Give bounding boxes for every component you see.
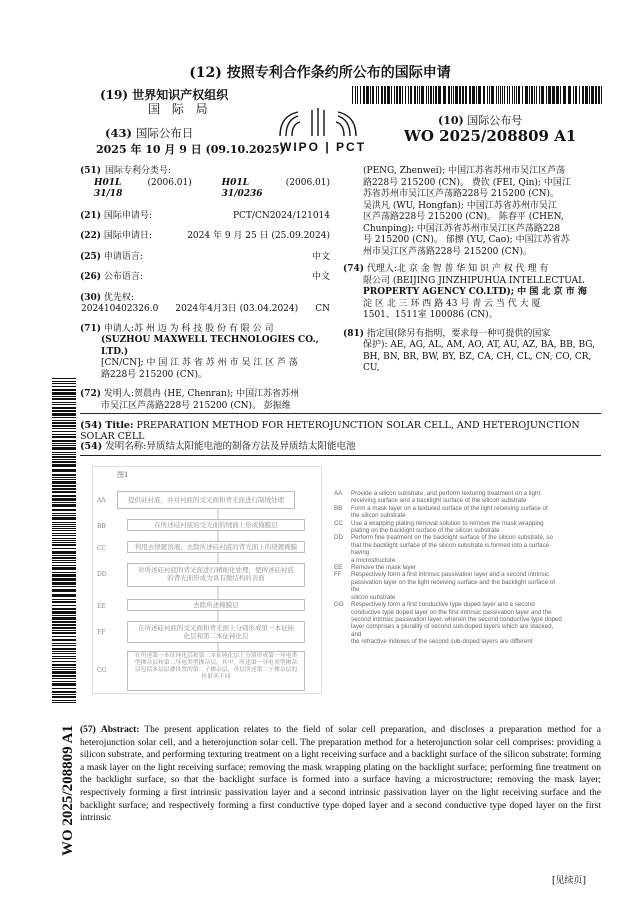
barcode-bar xyxy=(52,383,76,384)
barcode-bar xyxy=(52,440,76,442)
barcode-bar xyxy=(52,436,76,438)
barcode-bar xyxy=(52,681,76,682)
barcode-bar xyxy=(52,578,76,581)
abstract: (57) Abstract: The present application relates to the field of solar cell preparation, and discloses a preparation method for a heterojunction solar cell, and a heterojunction solar cell. The preparation method for a heterojunction solar cell comprises: providing a silicon substrate, and performing texturing treatment on a light receiving surface and a backlight surface of the silicon substrate; forming a mask layer on the light receiving surface; removing the mask wrapping plating on the backlight surface; performing fine treatment on the backlight surface, so that the backlight surface is formed into a surface having a microstructure; removing the mask layer; respectively forming a first intrinsic passivation layer and a second intrinsic passivation layer on the light receiving surface and the backlight surface; and respectively forming a first conductive type doped layer and a second conductive type doped layer on the first intrinsic xyxy=(80,725,602,824)
barcode-bar xyxy=(391,86,392,104)
barcode-bar xyxy=(52,696,76,698)
priority-values: 202410402326.0 2024年4月3日 (03.04.2024) CN xyxy=(81,304,330,314)
barcode-bar xyxy=(455,86,458,104)
barcode-bar xyxy=(52,491,76,493)
barcode-bar xyxy=(52,378,76,379)
barcode-bar xyxy=(469,86,471,104)
barcode-bar xyxy=(522,86,523,104)
barcode-bar xyxy=(489,86,490,104)
figure-label: 图1 xyxy=(117,471,129,479)
barcode-bar xyxy=(52,509,76,511)
barcode-bar xyxy=(414,86,416,104)
barcode-bar xyxy=(579,86,580,104)
barcode-bar xyxy=(476,86,477,104)
legend-entry: GG Respectively form a first conductive type doped layer and a second conductive type doped layer on the first intrinsic passivation layer and the second intrinsic passivation layer, wherein the second conductive type doped layer comprises a plurality of second sub-doped layers which are stacked, and the refractive indexes of the second sub-doped layers are different xyxy=(334,601,562,646)
publication-title: (12) 按照专利合作条约所公布的国际申请 xyxy=(189,65,451,81)
barcode-bar xyxy=(52,664,76,666)
barcode-bar xyxy=(52,589,76,592)
barcode-bar xyxy=(426,86,427,104)
side-pub-number: WO 2025/208809 A1 xyxy=(60,725,76,856)
barcode-bar xyxy=(52,648,76,650)
barcode-bar xyxy=(496,86,497,104)
barcode-bar xyxy=(52,443,76,444)
ipc-values: H01L 31/18 (2006.01) H01L 31/0236 (2006.01) xyxy=(94,177,330,199)
barcode-bar xyxy=(52,658,76,659)
barcode-bar xyxy=(465,86,467,104)
barcode-bar xyxy=(52,667,76,668)
barcode-bar xyxy=(52,413,76,416)
barcode-bar xyxy=(419,86,420,104)
barcode-bar xyxy=(438,86,441,104)
barcode-bar xyxy=(52,636,76,637)
barcode-bar xyxy=(516,86,517,104)
divider-bottom xyxy=(80,455,601,456)
barcode-bar xyxy=(478,86,481,104)
legend-entry: EE Remove the mask layer xyxy=(334,564,416,572)
barcode-bar xyxy=(560,86,561,104)
barcode-bar xyxy=(52,688,76,689)
barcode-top xyxy=(352,86,602,104)
barcode-bar xyxy=(52,533,76,534)
barcode-bar xyxy=(52,517,76,520)
barcode-bar xyxy=(52,456,76,458)
barcode-bar xyxy=(52,535,76,536)
barcode-bar xyxy=(52,407,76,409)
flow-step: 在所述硅衬底的受光面的绒面上形成掩膜层 xyxy=(127,519,305,531)
divider-top xyxy=(80,413,601,414)
flow-step: 去除所述掩膜层 xyxy=(127,599,305,611)
barcode-bar xyxy=(52,474,76,476)
flow-step: 在所述硅衬底的受光面和背光面上分别形成第一本征钝化层和第二本征钝化层 xyxy=(127,621,305,643)
designated-states: (81) 指定国(除另有指明，要求每一种可提供的国家 保护): AE, AG, AL, AM, AO, AT, AU, AZ, BA, BB, BG, BH, BN, BR, BW, BY, BZ, CA, CH, CL, CN, CO, CR, CU, xyxy=(343,328,595,373)
barcode-bar xyxy=(573,86,574,104)
barcode-bar xyxy=(52,381,76,382)
barcode-bar xyxy=(363,86,365,104)
barcode-bar xyxy=(52,656,76,657)
barcode-bar xyxy=(472,86,475,104)
barcode-bar xyxy=(52,555,76,556)
barcode-bar xyxy=(52,398,76,400)
barcode-bar xyxy=(601,86,602,104)
barcode-bar xyxy=(52,526,76,527)
barcode-bar xyxy=(541,86,544,104)
barcode-bar xyxy=(483,86,485,104)
inventor: (72) 发明人:贺晨冉 (HE, Chenran); 中国江苏省苏州 市吴江区芦荡路228号 215200 (CN)。 彭振维 xyxy=(80,389,300,411)
title-cn: (54) 发明名称:异质结太阳能电池的制备方法及异质结太阳能电池 xyxy=(80,441,356,452)
barcode-bar xyxy=(52,605,76,606)
barcode-bar xyxy=(585,86,588,104)
barcode-bar xyxy=(582,86,584,104)
barcode-bar xyxy=(52,565,76,566)
barcode-bar xyxy=(52,417,76,418)
legend-entry: AA Provide a silicon substrate, and perform texturing treatment on a light receiving surface and a backlight surface of the silicon substrate xyxy=(334,490,541,505)
barcode-bar xyxy=(52,560,76,561)
barcode-bar xyxy=(394,86,395,104)
barcode-bar xyxy=(52,582,76,585)
barcode-bar xyxy=(408,86,409,104)
barcode-bar xyxy=(52,574,76,577)
barcode-bar xyxy=(52,643,76,644)
barcode-bar xyxy=(518,86,520,104)
barcode-bar xyxy=(433,86,434,104)
barcode-bar xyxy=(410,86,412,104)
barcode-bar xyxy=(399,86,401,104)
title-en: (54) Title: PREPARATION METHOD FOR HETEROJUNCTION SOLAR CELL, AND HETEROJUNCTION SOLAR CELL xyxy=(80,420,580,442)
legend-entry: CC Use a wrapping plating removal solution to remove the mask wrapping plating on the backlight surface of the silicon substrate xyxy=(334,519,544,535)
barcode-bar xyxy=(552,86,555,104)
barcode-bar xyxy=(514,86,515,104)
barcode-bar xyxy=(52,544,76,546)
flow-step: 提供硅衬底，并对衬底的受光面和背光面进行制绒处理 xyxy=(117,491,295,509)
barcode-bar xyxy=(52,485,76,487)
barcode-bar xyxy=(52,557,76,559)
barcode-bar xyxy=(52,691,76,693)
barcode-bar xyxy=(428,86,429,104)
barcode-bar xyxy=(52,469,76,472)
barcode-bar xyxy=(402,86,403,104)
barcode-bar xyxy=(500,86,501,104)
barcode-bar xyxy=(52,639,76,641)
barcode-bar xyxy=(352,86,353,104)
barcode-bar xyxy=(536,86,537,104)
barcode-bar xyxy=(52,567,76,570)
barcode-bar xyxy=(52,608,76,610)
barcode-bar xyxy=(360,86,361,104)
barcode-bar xyxy=(430,86,432,104)
barcode-bar xyxy=(462,86,464,104)
filing-date-row: (22) 国际申请日: 2024 年 9 月 25 日 (25.09.2024) xyxy=(80,231,330,241)
barcode-bar xyxy=(529,86,530,104)
barcode-bar xyxy=(52,669,76,670)
barcode-bar xyxy=(459,86,461,104)
pub-date-value: 2025 年 10 月 9 日 (09.10.2025) xyxy=(96,143,285,156)
barcode-bar xyxy=(595,86,597,104)
barcode-bar xyxy=(453,86,454,104)
pub-language-row: (26) 公布语言: 中文 xyxy=(80,272,330,282)
barcode-bar xyxy=(598,86,600,104)
barcode-bar xyxy=(357,86,358,104)
barcode-bar xyxy=(589,86,590,104)
wipo-logo-text: WIPO | PCT xyxy=(280,140,367,154)
step-code: GG xyxy=(97,667,107,674)
barcode-bar xyxy=(52,524,76,525)
barcode-bar xyxy=(52,551,76,554)
barcode-bar xyxy=(52,675,76,677)
legend-entry: BB Form a mask layer on a textured surface of the light receiving surface of the silicon substrate xyxy=(334,504,548,520)
barcode-bar xyxy=(548,86,551,104)
barcode-bar xyxy=(52,454,76,455)
barcode-bar xyxy=(417,86,418,104)
barcode-bar xyxy=(568,86,571,104)
barcode-bar xyxy=(52,661,76,662)
barcode-side xyxy=(52,378,76,703)
step-code: DD xyxy=(97,571,107,578)
barcode-bar xyxy=(591,86,594,104)
barcode-bar xyxy=(52,495,76,497)
barcode-bar xyxy=(52,594,76,597)
barcode-bar xyxy=(387,86,390,104)
barcode-bar xyxy=(52,461,76,463)
barcode-bar xyxy=(378,86,379,104)
step-code: AA xyxy=(97,497,106,504)
barcode-bar xyxy=(531,86,533,104)
barcode-bar xyxy=(52,434,76,435)
left-biblio xyxy=(80,166,330,412)
barcode-bar xyxy=(396,86,398,104)
barcode-bar xyxy=(52,402,76,403)
step-code: CC xyxy=(97,545,107,552)
barcode-bar xyxy=(52,459,76,460)
barcode-bar xyxy=(504,86,505,104)
barcode-bar xyxy=(52,513,76,514)
barcode-bar xyxy=(52,425,76,427)
barcode-bar xyxy=(435,86,437,104)
applicant: (71) 申请人:苏 州 迈 为 科 技 股 份 有 限 公 司 (SUZHOU MAXWELL TECHNOLOGIES CO., LTD.) [CN/CN]; 中 国 江 苏 省 苏 州 市 吴 江 区 芦 荡 路228号 215200 (CN)。 xyxy=(80,323,319,380)
barcode-bar xyxy=(52,651,76,652)
barcode-bar xyxy=(52,645,76,646)
barcode-bar xyxy=(52,683,76,686)
step-code: FF xyxy=(97,629,106,636)
see-continuation: [见续页] xyxy=(552,876,587,886)
barcode-bar xyxy=(52,528,76,529)
barcode-bar xyxy=(52,396,76,397)
step-code: BB xyxy=(97,523,106,530)
barcode-bar xyxy=(52,599,76,600)
barcode-bar xyxy=(52,627,76,629)
barcode-bar xyxy=(52,422,76,424)
flow-step: 利用去绕镀溶液，去除所述硅衬底的背光面上的绕镀掩膜 xyxy=(127,541,305,553)
flowchart-figure xyxy=(92,466,322,694)
barcode-bar xyxy=(52,502,76,503)
barcode-bar xyxy=(52,477,76,478)
barcode-bar xyxy=(52,700,76,701)
barcode-bar xyxy=(451,86,452,104)
barcode-bar xyxy=(52,621,76,623)
barcode-bar xyxy=(52,617,76,620)
app-number-row: (21) 国际申请号: PCT/CN2024/121014 xyxy=(80,210,330,221)
pub-number: WO 2025/208809 A1 xyxy=(404,127,577,145)
barcode-bar xyxy=(52,615,76,616)
barcode-bar xyxy=(52,586,76,587)
flow-step: 对所述硅衬底的背光面进行精细化处理，使所述硅衬底的背光面形成为具有微结构的表面 xyxy=(127,563,305,587)
barcode-bar xyxy=(366,86,369,104)
barcode-bar xyxy=(376,86,377,104)
barcode-bar xyxy=(52,632,76,634)
barcode-bar xyxy=(384,86,386,104)
flow-step: 在所述第一本征钝化层和第二本征钝化层上分别形成第一导电类型掺杂层和第二导电类型掺杂层，其中，所述第一导电类型掺杂层包括多层层叠设置的第二子掺杂层，各层所述第二子掺杂层的折射率不同 xyxy=(127,651,305,691)
barcode-bar xyxy=(448,86,450,104)
barcode-bar xyxy=(52,630,76,631)
pub-number-label: (10) 国际公布号 xyxy=(438,114,523,127)
barcode-bar xyxy=(405,86,406,104)
barcode-bar xyxy=(491,86,494,104)
barcode-bar xyxy=(52,488,76,490)
barcode-bar xyxy=(525,86,528,104)
barcode-bar xyxy=(381,86,383,104)
barcode-bar xyxy=(52,392,76,395)
barcode-bar xyxy=(52,653,76,654)
barcode-bar xyxy=(52,694,76,695)
barcode-bar xyxy=(563,86,566,104)
barcode-bar xyxy=(507,86,508,104)
barcode-bar xyxy=(355,86,356,104)
barcode-bar xyxy=(52,702,76,703)
barcode-bar xyxy=(52,464,76,467)
barcode-bar xyxy=(52,431,76,432)
barcode-bar xyxy=(575,86,577,104)
barcode-bar xyxy=(52,498,76,501)
barcode-bar xyxy=(52,481,76,484)
barcode-bar xyxy=(52,601,76,603)
barcode-bar xyxy=(443,86,446,104)
right-biblio xyxy=(343,166,601,375)
barcode-bar xyxy=(52,445,76,446)
barcode-bar xyxy=(52,404,76,405)
barcode-bar xyxy=(52,548,76,549)
barcode-bar xyxy=(512,86,513,104)
barcode-bar xyxy=(487,86,488,104)
pub-date-label: (43) 国际公布日 xyxy=(105,126,194,140)
barcode-bar xyxy=(546,86,547,104)
barcode-bar xyxy=(421,86,424,104)
barcode-bar xyxy=(52,410,76,412)
barcode-bar xyxy=(52,479,76,480)
filing-language-row: (25) 申请语言: 中文 xyxy=(80,251,330,262)
inventor-continued: (PENG, Zhenwei); 中国江苏省苏州市吴江区芦荡 路228号 215200 (CN)。 费钦 (FEI, Qin); 中国江 苏省苏州市吴江区芦荡路228号 215200 (CN)。 吴洪凡 (WU, Hongfan); 中国江苏省苏州市吴江 区芦荡路228号 215200 (CN)。 陈春平 (CHEN, Chunping); 中国江苏省苏州市吴江区芦荡路228 号 215200 (CN)。 郁擦 (YU, Cao); 中国江苏省苏 州市吴江区芦荡路228号 215200 (CN)。 xyxy=(363,166,571,257)
barcode-bar xyxy=(534,86,535,104)
barcode-bar xyxy=(52,572,76,573)
barcode-bar xyxy=(52,671,76,674)
office-name: (19) 世界知识产权组织 xyxy=(100,88,229,102)
agent: (74) 代理人:北 京 金 智 普 华 知 识 产 权 代 理 有 限公司 (BEIJING JINZHIPUHUA INTELLECTUAL PROPERTY AGENCY CO.LTD); 中 国 北 京 市 海 淀 区 北 三 环 西 路 43 号 青 云 当 代 大 厦 1501、1511室 100086 (CN)。 xyxy=(343,264,587,320)
barcode-bar xyxy=(52,538,76,539)
wipo-logo xyxy=(264,106,372,158)
barcode-bar xyxy=(509,86,510,104)
barcode-bar xyxy=(52,420,76,421)
barcode-bar xyxy=(498,86,499,104)
barcode-bar xyxy=(52,389,76,391)
barcode-bar xyxy=(52,515,76,516)
barcode-bar xyxy=(52,530,76,531)
barcode-bar xyxy=(539,86,540,104)
ipc-label-row: (51) 国际专利分类号: xyxy=(80,166,172,176)
priority-label-row: (30) 优先权: xyxy=(80,292,134,303)
legend-entry: DD Perform fine treatment on the backlight surface of the silicon substrate, so that the backlight surface of the silicon substrate is formed into a surface having a microstructure xyxy=(334,534,553,564)
office-bureau: 国 际 局 xyxy=(148,102,212,116)
barcode-bar xyxy=(502,86,503,104)
barcode-bar xyxy=(52,428,76,429)
barcode-bar xyxy=(52,542,76,543)
legend-entry: FF Respectively form a first intrinsic passivation layer and a second intrinsic passivation layer on the light receiving surface and the backlight surface of the silicon substrate xyxy=(334,571,555,601)
barcode-bar xyxy=(52,504,76,507)
step-code: EE xyxy=(97,603,106,610)
barcode-bar xyxy=(52,540,76,541)
barcode-bar xyxy=(372,86,374,104)
figure-legend xyxy=(334,490,564,646)
barcode-bar xyxy=(52,452,76,453)
barcode-bar xyxy=(52,562,76,563)
barcode-bar xyxy=(370,86,371,104)
barcode-bar xyxy=(52,522,76,523)
barcode-bar xyxy=(52,611,76,614)
barcode-bar xyxy=(52,386,76,387)
barcode-bar xyxy=(52,447,76,450)
barcode-bar xyxy=(556,86,559,104)
barcode-bar xyxy=(52,624,76,626)
barcode-bar xyxy=(52,678,76,679)
